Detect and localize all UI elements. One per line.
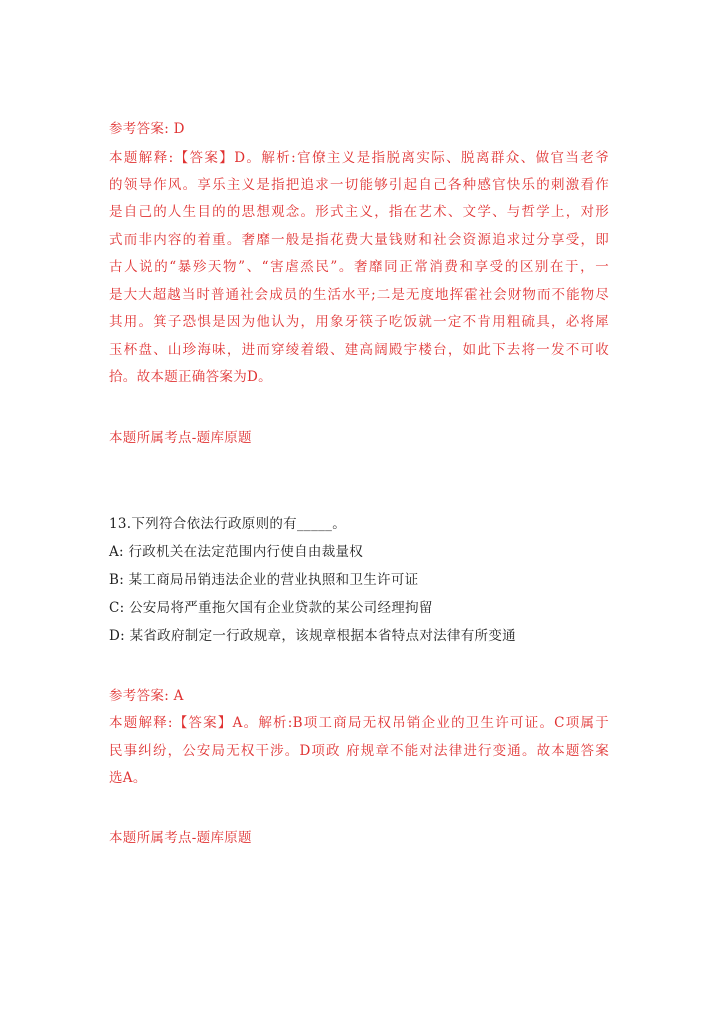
explanation-line: 式而非内容的着重。奢靡一般是指花费大量钱财和社会资源追求过分享受，即 <box>109 232 609 248</box>
option-d: D: 某省政府制定一行政规章，该规章根据本省特点对法律有所变通 <box>109 628 516 644</box>
explanation-line: 的领导作风。享乐主义是指把追求一切能够引起自己各种感官快乐的刺激看作 <box>109 177 609 193</box>
explanation-line: 古人说的“暴殄天物”、“害虐烝民”。奢靡同正常消费和享受的区别在于，一 <box>109 259 609 275</box>
explanation-line: 其用。箕子恐惧是因为他认为，用象牙筷子吃饭就一定不肯用粗硫具，必将犀 <box>109 314 609 330</box>
explanation-line: 民事纠纷，公安局无权干涉。D项政 府规章不能对法律进行变通。故本题答案 <box>109 743 609 759</box>
option-a: A: 行政机关在法定范围内行使自由裁量权 <box>109 544 364 560</box>
source-line: 本题所属考点-题库原题 <box>109 830 252 846</box>
option-b: B: 某工商局吊销违法企业的营业执照和卫生许可证 <box>109 572 419 588</box>
question-stem: 13.下列符合依法行政原则的有_____。 <box>109 516 347 532</box>
explanation-line: 是大大超越当时普通社会成员的生活水平;二是无度地挥霍社会财物而不能物尽 <box>109 287 609 303</box>
source-line: 本题所属考点-题库原题 <box>109 430 252 446</box>
explanation-line: 本题解释:【答案】A。解析:B项工商局无权吊销企业的卫生许可证。C项属于 <box>109 715 609 731</box>
explanation-line: 拾。故本题正确答案为D。 <box>109 369 272 385</box>
option-c: C: 公安局将严重拖欠国有企业贷款的某公司经理拘留 <box>109 600 433 616</box>
answer-line: 参考答案: A <box>109 688 184 704</box>
explanation-line: 选A。 <box>109 770 147 786</box>
explanation-line: 玉杯盘、山珍海味，进而穿绫着缎、建高阔殿宇楼台，如此下去将一发不可收 <box>109 342 609 358</box>
answer-line: 参考答案: D <box>109 121 185 137</box>
explanation-line: 是自己的人生目的的思想观念。形式主义，指在艺术、文学、与哲学上，对形 <box>109 204 609 220</box>
explanation-line: 本题解释:【答案】D。解析:官僚主义是指脱离实际、脱离群众、做官当老爷 <box>109 150 609 166</box>
